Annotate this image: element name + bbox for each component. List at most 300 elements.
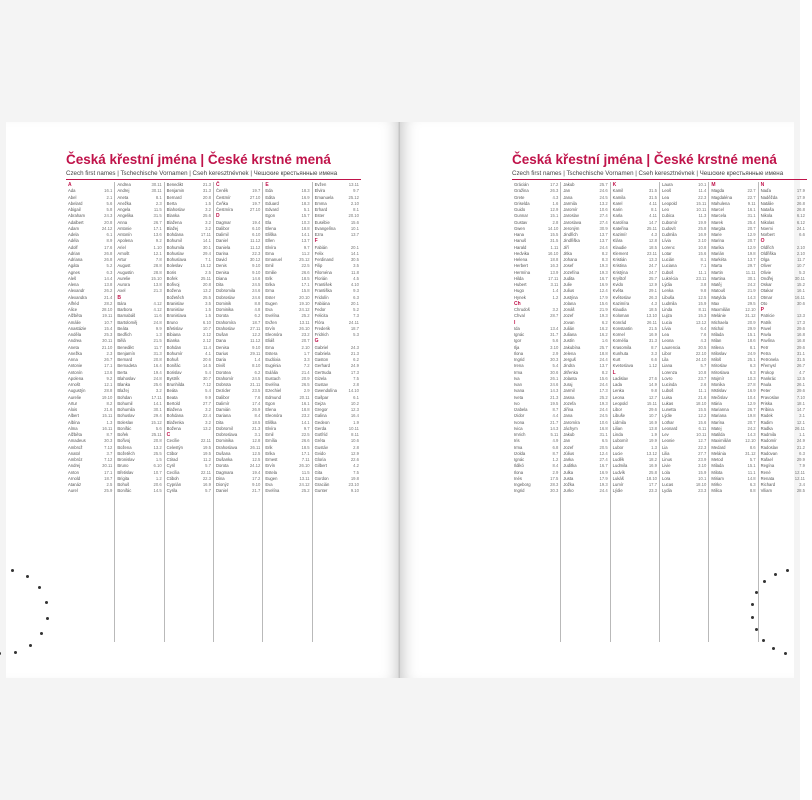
name-text: Kvido <box>612 282 624 287</box>
name-day-date: 19.11 <box>102 313 113 319</box>
name-day-date: 23.10 <box>348 482 359 487</box>
name-text: Andrea <box>117 182 131 187</box>
name-day-date: 26.8 <box>104 250 113 256</box>
name-day-date: 7.1 <box>700 263 707 269</box>
name-text: Marina <box>711 238 725 244</box>
name-text: Eusébie <box>314 219 330 225</box>
name-day-date: 19.4 <box>252 469 261 475</box>
name-day-date: 7.6 <box>700 332 707 337</box>
name-day-date: 10.7 <box>796 263 805 269</box>
name-text: Dušan <box>215 332 229 337</box>
name-entry <box>265 488 309 494</box>
name-text: Jozef <box>563 444 574 450</box>
name-text: Lora <box>661 475 671 481</box>
name-text: Luděk <box>612 457 625 462</box>
name-text: Lothar <box>661 419 674 425</box>
name-day-date: 30.1 <box>153 407 162 412</box>
name-day-date: 23.2 <box>301 413 310 419</box>
name-text: Albert <box>68 413 79 419</box>
page-title: Česká křestní jména | České krstné mená <box>512 152 777 167</box>
letter-heading-text: Č <box>215 182 220 188</box>
name-day-date: 3.10 <box>698 463 707 469</box>
name-text: Marián <box>711 250 725 256</box>
name-day-date: 22.10 <box>695 350 707 356</box>
name-day-date: 6.6 <box>799 232 805 237</box>
name-day-date: 24.2 <box>747 425 756 431</box>
name-day-date: 15.12 <box>200 263 211 269</box>
name-text: Libor <box>612 407 622 412</box>
name-text: Augustýn <box>68 388 86 394</box>
name-day-date: 23.9 <box>698 457 707 462</box>
name-text: Andrej <box>68 463 81 469</box>
name-day-date: 14.3 <box>550 425 559 431</box>
name-day-date: 1.2 <box>155 475 162 481</box>
name-day-date: 18.10 <box>646 475 657 481</box>
name-day-date: 13.7 <box>599 232 608 237</box>
name-text: Ester <box>314 213 325 219</box>
name-text: Ľudmila <box>661 232 677 237</box>
name-day-date: 2.5 <box>106 482 113 487</box>
name-day-date: 15.6 <box>350 219 359 225</box>
name-day-date: 27.7 <box>698 450 707 456</box>
name-text: Gizela <box>314 375 327 381</box>
name-text: Emil <box>265 432 274 437</box>
name-day-date: 7.9 <box>799 463 805 469</box>
name-day-date: 1.5 <box>205 307 211 312</box>
name-text: Květoslav <box>612 294 631 300</box>
name-day-date: 10.8 <box>698 244 707 250</box>
name-text: Karel <box>612 200 623 206</box>
name-text: Kvetoslava <box>612 363 634 369</box>
name-day-date: 4.12 <box>153 307 162 312</box>
name-entry <box>514 488 558 494</box>
name-day-date: 11.12 <box>250 338 261 344</box>
name-day-date: 30.5 <box>350 257 359 262</box>
name-day-date: 24.9 <box>747 350 756 356</box>
name-day-date: 19.4 <box>252 219 261 225</box>
name-day-date: 31.5 <box>153 213 162 219</box>
name-text: Justýna <box>563 294 578 300</box>
name-text: Radovan <box>760 450 778 456</box>
name-text: Bohumila <box>117 407 135 412</box>
name-text: Julián <box>563 325 575 331</box>
name-text: Edita <box>265 194 275 200</box>
name-day-date: 16.9 <box>648 463 657 469</box>
name-text: Dagmar <box>215 219 231 225</box>
name-day-date: 7.3 <box>353 313 359 319</box>
name-day-date: 3.7 <box>106 450 113 456</box>
name-day-date: 13.7 <box>599 363 608 369</box>
name-text: Patrik <box>760 319 772 325</box>
name-day-date: 3.2 <box>155 388 162 394</box>
name-text: Bohdan <box>117 394 132 400</box>
name-day-date: 30.11 <box>102 338 113 344</box>
name-text: Radoslav <box>760 444 779 450</box>
name-day-date: 1.3 <box>651 444 657 450</box>
name-day-date: 1.9 <box>651 432 657 437</box>
name-day-date: 27.4 <box>599 213 608 219</box>
name-text: Matouš <box>711 288 726 294</box>
name-day-date: 4.3 <box>651 232 657 237</box>
name-day-date: 1.3 <box>106 419 113 425</box>
name-text: Bělá <box>117 338 126 344</box>
name-text: Lenka <box>661 288 674 294</box>
name-day-date: 26.7 <box>104 357 113 362</box>
name-text: Dobroslava <box>215 432 238 437</box>
name-text: Filip <box>314 263 323 269</box>
name-text: Barbora <box>117 307 133 312</box>
name-day-date: 5.4 <box>552 363 559 369</box>
name-text: Mstislav <box>711 388 727 394</box>
name-day-date: 23.3 <box>648 488 657 494</box>
name-day-date: 5.2 <box>106 263 113 269</box>
name-text: Klára <box>612 238 623 244</box>
name-day-date: 24.3 <box>350 344 359 350</box>
name-day-date: 10.6 <box>350 438 359 444</box>
name-day-date: 1.4 <box>552 288 559 294</box>
name-day-date: 30.1 <box>202 244 211 250</box>
name-day-date: 27.6 <box>648 375 657 381</box>
name-text: Axel <box>117 288 126 294</box>
name-day-date: 5.6 <box>552 338 559 344</box>
name-text: Ondřej <box>760 275 774 281</box>
name-day-date: 18.8 <box>550 257 559 262</box>
name-day-date: 15.1 <box>747 463 756 469</box>
name-day-date: 18.7 <box>104 475 113 481</box>
name-text: Cecília <box>166 469 180 475</box>
name-day-date: 14.4 <box>104 275 113 281</box>
name-day-date: 14.8 <box>747 475 756 481</box>
name-text: Leona <box>661 338 674 344</box>
name-text: Dina <box>215 475 225 481</box>
name-text: Michaela <box>711 319 729 325</box>
name-text: Apolena <box>68 375 84 381</box>
name-text: František <box>314 282 332 287</box>
name-text: Denis <box>215 263 227 269</box>
name-text: Bedřich <box>117 332 132 337</box>
name-day-date: 30.5 <box>698 344 707 350</box>
name-day-date: 4.1 <box>205 350 211 356</box>
perforation-dot <box>762 639 765 642</box>
name-text: Eliáš <box>265 338 275 344</box>
name-text: Dobroslav <box>215 294 235 300</box>
name-text: Lucie <box>612 450 623 456</box>
name-day-date: 4.3 <box>700 338 707 344</box>
name-day-date: 2.9 <box>303 388 310 394</box>
name-text: Ernest <box>265 457 278 462</box>
name-text: Barnabáš <box>117 313 136 319</box>
name-text: Lorenza <box>661 369 678 375</box>
name-day-date: 25.12 <box>348 194 359 200</box>
name-text: Anna <box>68 357 78 362</box>
name-day-date: 11.4 <box>698 188 707 194</box>
name-day-date: 16.7 <box>599 275 608 281</box>
name-text: Kunhuta <box>612 350 629 356</box>
name-day-date: 4.3 <box>651 300 657 306</box>
name-day-date: 29.6 <box>796 344 805 350</box>
name-text: Juditka <box>563 463 577 469</box>
name-text: Milada <box>711 463 724 469</box>
name-day-date: 18.8 <box>301 225 310 231</box>
name-text: Milica <box>711 488 723 494</box>
name-text: Dita <box>215 419 224 425</box>
name-day-date: 13.7 <box>747 257 756 262</box>
name-text: Eugen <box>265 475 278 481</box>
name-text: Lola <box>661 469 670 475</box>
name-text: Anton <box>68 469 79 475</box>
name-text: Judita <box>563 275 575 281</box>
name-text: Ilona <box>514 350 524 356</box>
name-day-date: 19.8 <box>747 413 756 419</box>
name-text: Gustav <box>314 382 328 387</box>
name-day-date: 13.6 <box>153 232 162 237</box>
name-text: Emma <box>314 200 327 206</box>
name-day-date: 16.9 <box>301 194 310 200</box>
name-day-date: 7.1 <box>205 257 211 262</box>
name-text: Martina <box>711 275 726 281</box>
name-day-date: 6.1 <box>353 394 359 400</box>
name-day-date: 3.2 <box>552 307 559 312</box>
name-day-date: 19.10 <box>101 394 113 400</box>
name-day-date: 9.7 <box>303 244 310 250</box>
name-day-date: 24.5 <box>599 194 608 200</box>
name-day-date: 1.11 <box>550 244 559 250</box>
name-text: Jaromíra <box>563 419 580 425</box>
name-text: Estera <box>265 350 278 356</box>
name-text: Lea <box>661 194 669 200</box>
name-day-date: 21.3 <box>202 182 211 187</box>
name-day-date: 18.7 <box>252 319 261 325</box>
name-day-date: 26.10 <box>299 463 310 469</box>
name-text: Chrudoš <box>514 307 530 312</box>
name-day-date: 18.5 <box>301 275 310 281</box>
name-text: Bronislav <box>166 307 184 312</box>
name-day-date: 2.12 <box>202 338 211 344</box>
name-day-date: 25.8 <box>648 469 657 475</box>
name-day-date: 17.6 <box>104 244 113 250</box>
name-text: Lukáš <box>612 475 624 481</box>
name-day-date: 6.1 <box>106 232 113 237</box>
name-day-date: 26.11 <box>646 319 657 325</box>
name-entry <box>613 488 657 494</box>
name-day-date: 24.11 <box>348 319 359 325</box>
name-text: Jarka <box>563 457 574 462</box>
name-day-date: 14.3 <box>550 388 559 394</box>
name-text: Martin <box>711 269 723 275</box>
name-text: Michal <box>711 325 724 331</box>
name-text: Florián <box>314 275 328 281</box>
name-day-date: 16.11 <box>794 294 805 300</box>
name-day-date: 6.11 <box>698 425 707 431</box>
name-day-date: 29.5 <box>747 300 756 306</box>
name-text: Evelína <box>265 488 280 494</box>
name-day-date: 8.8 <box>749 488 756 494</box>
name-day-date: 30.1 <box>747 275 756 281</box>
name-text: Daria <box>215 357 226 362</box>
name-day-date: 2.8 <box>353 382 359 387</box>
name-text: Evangelína <box>314 225 336 231</box>
name-text: Gwen <box>514 225 525 231</box>
name-day-date: 24.6 <box>550 382 559 387</box>
name-text: Patricie <box>760 313 775 319</box>
name-day-date: 17.1 <box>104 469 113 475</box>
name-day-date: 4.2 <box>353 463 359 469</box>
name-text: Daniel <box>215 238 228 244</box>
name-day-date: 8.1 <box>700 257 707 262</box>
name-text: Libuša <box>661 294 675 300</box>
name-day-date: 14.1 <box>202 238 211 244</box>
name-text: Karla <box>612 213 623 219</box>
name-day-date: 8.2 <box>601 369 608 375</box>
name-text: Julie <box>563 282 572 287</box>
name-day-date: 30.3 <box>104 438 113 444</box>
name-text: Luciana <box>661 263 677 269</box>
name-text: Ivo <box>514 400 520 406</box>
name-day-date: 16.4 <box>153 363 162 369</box>
name-text: Bohumila <box>166 244 185 250</box>
name-day-date: 4.8 <box>254 307 261 312</box>
name-text: Helena <box>514 257 528 262</box>
name-text: Norbert <box>760 232 775 237</box>
name-text: Johana <box>563 257 578 262</box>
name-text: Marcel <box>711 207 724 212</box>
name-day-date: 10.6 <box>599 207 608 212</box>
name-text: Dorota <box>215 463 229 469</box>
name-day-date: 17.4 <box>252 400 261 406</box>
name-text: Justa <box>563 475 574 481</box>
name-day-date: 7.5 <box>353 469 359 475</box>
name-text: Leonard <box>661 425 678 431</box>
name-day-date: 22.3 <box>698 194 707 200</box>
name-day-date: 17.9 <box>796 194 805 200</box>
name-text: Margita <box>711 225 726 231</box>
name-text: Antonín <box>117 232 132 237</box>
name-day-date: 29.7 <box>747 263 756 269</box>
name-text: Eudóxia <box>265 357 281 362</box>
name-text: Laura <box>661 182 673 187</box>
name-day-date: 24.7 <box>648 263 657 269</box>
name-text: Livie <box>661 463 671 469</box>
name-text: Lydia <box>661 488 672 494</box>
name-day-date: 10.11 <box>696 432 707 437</box>
name-day-date: 7.12 <box>104 457 113 462</box>
name-day-date: 25.2 <box>301 488 310 494</box>
name-day-date: 14.6 <box>252 275 261 281</box>
name-day-date: 14.1 <box>301 419 310 425</box>
name-day-date: 26.11 <box>794 425 805 431</box>
name-day-date: 1.6 <box>552 200 559 206</box>
name-text: Izolda <box>514 450 526 456</box>
name-day-date: 12.11 <box>794 469 805 475</box>
name-text: Miloslav <box>711 350 727 356</box>
name-text: Ada <box>68 188 76 194</box>
name-day-date: 16.9 <box>648 419 657 425</box>
name-text: Jindra <box>563 363 575 369</box>
name-text: Ervín <box>265 463 276 469</box>
name-text: Petra <box>760 350 771 356</box>
name-day-date: 6.5 <box>601 438 608 444</box>
name-text: Lunetta <box>661 407 676 412</box>
name-day-date: 14.7 <box>648 219 657 225</box>
name-text: Edmund <box>265 394 281 400</box>
name-text: Karolína <box>612 219 629 225</box>
name-text: Denisa <box>215 344 230 350</box>
name-day-date: 15.1 <box>550 213 559 219</box>
name-day-date: 31.5 <box>550 238 559 244</box>
name-text: Benjamín <box>117 350 136 356</box>
name-text: Ivana <box>514 388 525 394</box>
name-text: Iva <box>514 375 520 381</box>
name-day-date: 11.11 <box>745 269 756 275</box>
name-text: Bohuslav <box>166 250 184 256</box>
name-text: Dagmara <box>215 469 234 475</box>
name-text: Ignác <box>514 332 525 337</box>
name-day-date: 8.9 <box>106 238 113 244</box>
name-day-date: 11.12 <box>250 238 261 244</box>
name-day-date: 13.8 <box>104 282 113 287</box>
name-text: Kristýna <box>612 269 628 275</box>
name-day-date: 12.1 <box>796 419 805 425</box>
name-text: Dalibor <box>215 394 230 400</box>
name-text: Felix <box>314 250 324 256</box>
name-text: Gita <box>314 469 323 475</box>
name-text: Renata <box>760 475 775 481</box>
name-day-date: 10.3 <box>747 375 756 381</box>
name-day-date: 29.6 <box>648 407 657 412</box>
name-day-date: 15.9 <box>698 300 707 306</box>
name-day-date: 7.2 <box>303 363 310 369</box>
name-text: Kamila <box>612 194 626 200</box>
name-text: Oto <box>760 300 768 306</box>
name-day-date: 14.9 <box>648 382 657 387</box>
name-day-date: 24.4 <box>599 382 608 387</box>
name-day-date: 31.1 <box>747 213 756 219</box>
name-text: Dušana <box>215 450 231 456</box>
name-text: Gracián <box>314 482 330 487</box>
name-text: Elvíra <box>265 425 277 431</box>
name-day-date: 15.6 <box>599 300 608 306</box>
name-text: Marianna <box>711 407 729 412</box>
name-text: Filoména <box>314 269 332 275</box>
name-day-date: 13.7 <box>301 238 310 244</box>
name-text: Drahomír <box>215 375 234 381</box>
name-day-date: 30.9 <box>599 225 608 231</box>
name-day-date: 18.7 <box>350 325 359 331</box>
name-day-date: 7.11 <box>301 457 310 462</box>
name-text: Mariana <box>711 413 727 419</box>
name-day-date: 14.1 <box>350 250 359 256</box>
name-text: Jerguš <box>563 357 576 362</box>
name-day-date: 21.4 <box>301 369 310 375</box>
perforation-dot <box>26 575 29 578</box>
name-day-date: 26.8 <box>796 207 805 212</box>
name-text: Jitřenka <box>563 369 578 375</box>
name-day-date: 16.8 <box>796 338 805 344</box>
name-text: Abel <box>68 194 77 200</box>
name-text: Eva <box>265 482 273 487</box>
name-text: Dobromil <box>215 425 233 431</box>
name-day-date: 10.7 <box>648 413 657 419</box>
name-text: Lýdia <box>661 282 672 287</box>
name-day-date: 10.6 <box>599 419 608 425</box>
name-text: Lucas <box>661 482 674 487</box>
name-day-date: 22.5 <box>301 263 310 269</box>
name-day-date: 15.8 <box>301 288 310 294</box>
name-text: Božena <box>166 425 181 431</box>
name-day-date: 12.4 <box>599 288 608 294</box>
name-text: Konstantin <box>612 325 633 331</box>
perforation-dot <box>751 616 754 619</box>
